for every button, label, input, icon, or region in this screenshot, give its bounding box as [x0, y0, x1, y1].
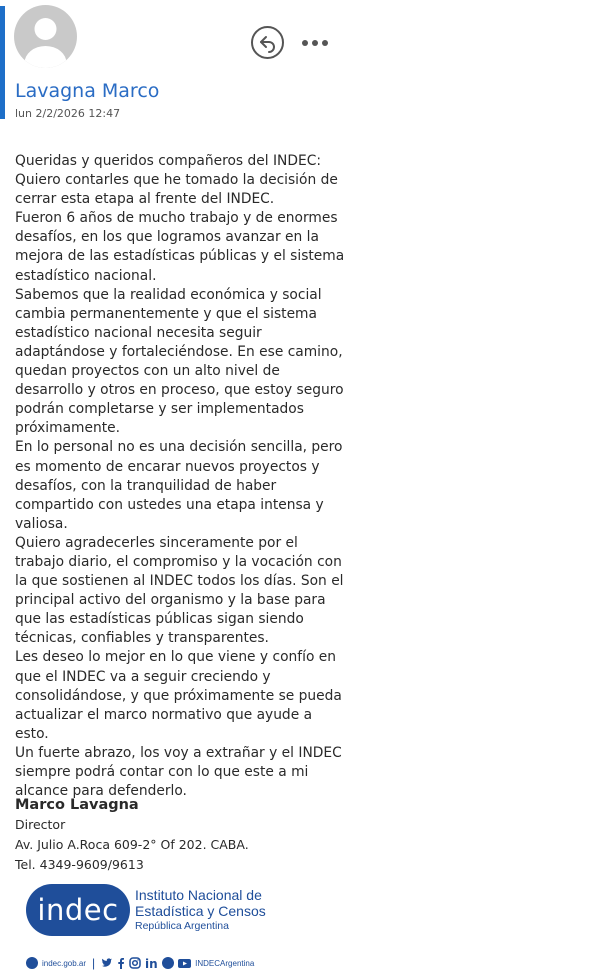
more-options-icon	[312, 40, 318, 46]
signature-phone: Tel. 4349-9609/9613	[15, 857, 144, 872]
social-links	[26, 956, 254, 970]
default-user-icon	[14, 5, 77, 68]
message-body	[15, 152, 345, 801]
globe-icon	[26, 957, 38, 969]
spotify-icon[interactable]	[162, 957, 174, 969]
message-paragraph: Quiero agradecerles sinceramente por el trabajo diario, el compromiso y la vocación con la que sostienen al INDEC todos los días. Son el principal activo del organismo y la base para que las estadísticas públicas sigan siendo técnicas, confiables y transparentes.	[15, 534, 344, 647]
footer-separator: |	[92, 956, 96, 970]
reply-button[interactable]	[251, 26, 284, 59]
sender-name[interactable]: Lavagna Marco	[15, 80, 160, 102]
indec-logo-mark-text: indec	[37, 893, 119, 927]
indec-logo-mark	[26, 884, 130, 936]
twitter-icon[interactable]	[101, 957, 113, 969]
message-paragraph: Quiero contarles que he tomado la decisión de cerrar esta etapa al frente del INDEC.	[15, 172, 338, 208]
website-link[interactable]: indec.gob.ar	[42, 958, 87, 968]
message-paragraph: Sabemos que la realidad económica y social cambia permanentemente y que el sistema estadístico nacional necesita seguir adaptándose y fortaleciéndose. En ese camino, quedan proyectos con un alto nivel de desarrollo y otros en proceso, que estoy seguro podrán completarse y ser implementados próximamente.	[15, 286, 344, 437]
svg-text:in: in	[145, 957, 158, 969]
signature-name: Marco Lavagna	[15, 797, 139, 813]
youtube-icon[interactable]	[178, 957, 191, 969]
avatar[interactable]	[14, 5, 77, 68]
instagram-icon[interactable]	[129, 957, 141, 969]
message-paragraph: Fueron 6 años de mucho trabajo y de enormes desafíos, en los que logramos avanzar en la mejora de las estadísticas públicas y el sistema estadístico nacional.	[15, 210, 345, 284]
facebook-icon[interactable]	[117, 957, 125, 969]
social-handle[interactable]: INDECArgentina	[195, 958, 255, 968]
message-toolbar	[251, 26, 328, 59]
indec-logo	[26, 884, 266, 936]
message-paragraph: Les deseo lo mejor en lo que viene y confío en que el INDEC va a seguir creciendo y consolidándose, y que próximamente se pueda actualizar el marco normativo que ayude a esto.	[15, 649, 342, 742]
selected-message-accent-bar	[0, 6, 5, 119]
more-options-icon	[302, 40, 308, 46]
message-paragraph: En lo personal no es una decisión sencilla, pero es momento de encarar nuevos proyectos y desafíos, con la tranquilidad de haber compartido con ustedes una etapa intensa y valiosa.	[15, 439, 343, 532]
sent-date: lun 2/2/2026 12:47	[15, 107, 121, 120]
reply-icon	[258, 33, 278, 53]
more-options-button[interactable]	[302, 26, 328, 59]
message-paragraph: Un fuerte abrazo, los voy a extrañar y el INDEC siempre podrá contar con lo que este a mi alcance para defenderlo.	[15, 744, 342, 800]
logo-line-1: Instituto Nacional de	[135, 886, 262, 903]
signature-title: Director	[15, 817, 66, 832]
more-options-icon	[322, 40, 328, 46]
linkedin-icon[interactable]	[145, 957, 158, 969]
logo-line-3: República Argentina	[135, 919, 229, 932]
signature-address: Av. Julio A.Roca 609-2° Of 202. CABA.	[15, 837, 249, 852]
signature	[15, 795, 355, 875]
logo-line-2: Estadística y Censos	[135, 902, 266, 919]
message-paragraph: Queridas y queridos compañeros del INDEC:	[15, 153, 321, 169]
indec-logo-text	[135, 888, 266, 933]
